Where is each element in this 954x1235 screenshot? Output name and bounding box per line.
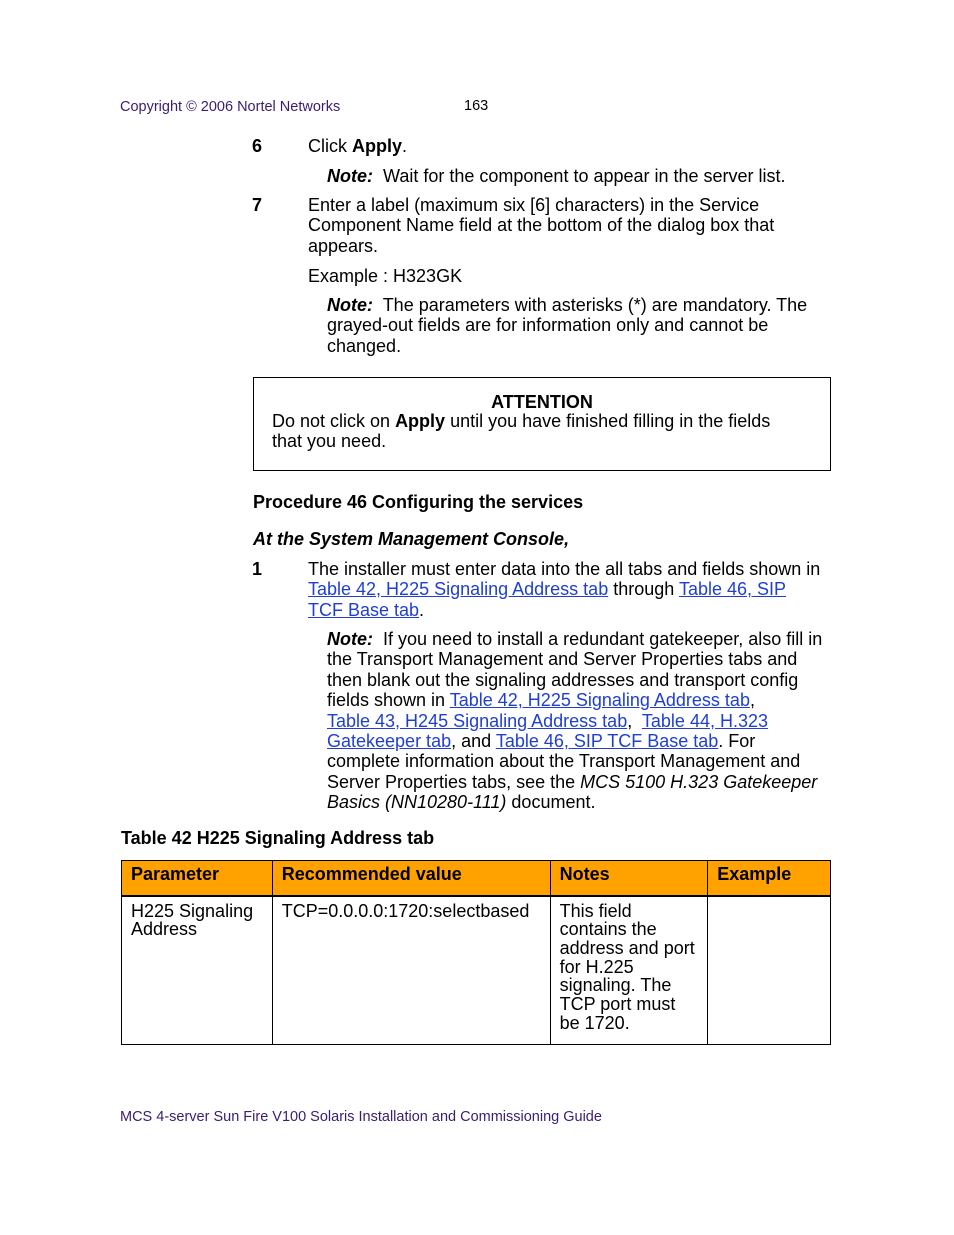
note-link-table-42[interactable]: Table 42, H225 Signaling Address tab	[449, 690, 750, 711]
step-6-number: 6	[252, 136, 263, 156]
header-copyright: Copyright © 2006 Nortel Networks	[120, 99, 341, 115]
cell-example	[708, 896, 831, 1045]
step-7-text: Enter a label (maximum six [6] characters) in the Service Component Name field at the bottom of the dialog box that appears.	[308, 195, 775, 256]
cell-parameter: H225 Signaling Address	[122, 896, 273, 1045]
step-7-example: Example : H323GK	[308, 266, 463, 286]
step-1-text: The installer must enter data into the all tabs and fields shown in Table 42, H225 Signaling Address tab through Table 46, SIP TCF Base tab.	[308, 559, 821, 620]
procedure-title: Procedure 46 Configuring the services	[253, 492, 584, 512]
table-header-row	[122, 861, 831, 896]
cell-notes: This field contains the address and port for H.225 signaling. The TCP port must be 1720.	[550, 896, 708, 1045]
cell-recommended-value: TCP=0.0.0.0:1720:selectbased	[272, 896, 550, 1045]
note-link-table-44-cont[interactable]: Gatekeeper tab	[327, 731, 452, 752]
table-row	[122, 896, 831, 1045]
note-link-table-43[interactable]: Table 43, H245 Signaling Address tab	[327, 710, 628, 731]
step-1-note: Note: If you need to install a redundant gatekeeper, also fill in the Transport Management and Server Properties tabs and then blank out the signaling addresses and transport config fields shown in Table 42, H225 Signaling Address tab, Table 43, H245 Signaling Address tab, Table 44, H.323 Gatekeeper tab, and Table 46, SIP TCF Base tab. For complete information about the Transport Management and Server Properties tabs, see the MCS 5100 H.323 Gatekeeper Basics (NN10280-111) document.	[327, 629, 823, 813]
page-number: 163	[464, 98, 489, 114]
column-header-recommended-value: Recommended value	[272, 861, 550, 896]
h225-table	[121, 860, 831, 1045]
attention-title: ATTENTION	[491, 392, 593, 412]
column-header-notes: Notes	[550, 861, 708, 896]
step-1-number: 1	[252, 559, 263, 579]
column-header-example: Example	[708, 861, 831, 896]
link-table-46-cont[interactable]: TCF Base tab	[308, 599, 420, 620]
column-header-parameter: Parameter	[122, 861, 273, 896]
note-link-table-44[interactable]: Table 44, H.323	[641, 710, 768, 731]
link-table-46[interactable]: Table 46, SIP	[678, 579, 787, 600]
table-caption: Table 42 H225 Signaling Address tab	[121, 828, 435, 848]
step-6-text: Click Apply.	[308, 136, 408, 156]
attention-box	[253, 377, 831, 471]
step-7-number: 7	[252, 195, 263, 215]
procedure-subtitle: At the System Management Console,	[253, 529, 570, 549]
link-table-42[interactable]: Table 42, H225 Signaling Address tab	[308, 579, 609, 600]
note-link-table-46[interactable]: Table 46, SIP TCF Base tab	[495, 731, 719, 752]
footer-title: MCS 4-server Sun Fire V100 Solaris Installation and Commissioning Guide	[120, 1109, 602, 1125]
attention-text: Do not click on Apply until you have finished filling in the fields that you need.	[272, 411, 771, 452]
step-7-note: Note: The parameters with asterisks (*) are mandatory. The grayed-out fields are for information only and cannot be changed.	[327, 295, 808, 356]
step-6-note: Note: Wait for the component to appear in the server list.	[327, 166, 786, 186]
